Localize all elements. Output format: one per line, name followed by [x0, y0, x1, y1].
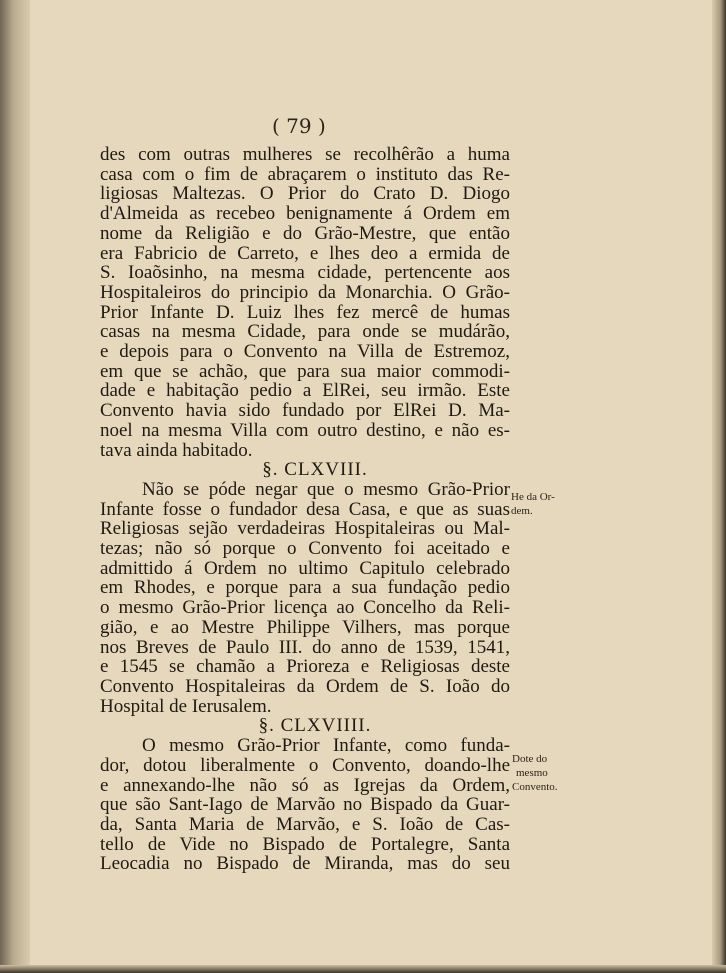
text-line: tezas; não só porque o Convento foi aceitado e: [100, 538, 510, 560]
text-line: Convento Hospitaleiras da Ordem de S. Ioão do: [100, 675, 510, 697]
text-line: nos Breves de Paulo III. do anno de 1539, 1541,: [100, 636, 510, 658]
text-line: era Fabricio de Carreto, e lhes deo a ermida de: [100, 242, 510, 264]
text-line: casa com o fim de abraçarem o instituto das Re-: [100, 163, 510, 185]
text-line: Prior Infante D. Luiz lhes fez mercê de humas: [100, 301, 510, 323]
text-line: tello de Vide no Bispado de Portalegre, Santa: [100, 833, 510, 855]
text-line: tava ainda habitado.: [100, 439, 253, 461]
text-line: e depois para o Convento na Villa de Estremoz,: [100, 341, 510, 363]
page-number: ( 79 ): [272, 114, 326, 138]
text-line: Religiosas sejão verdadeiras Hospitaleiras ou Mal-: [100, 518, 510, 540]
text-line: que são Sant-Iago de Marvão no Bispado da Guar-: [100, 794, 510, 816]
text-line: Convento havia sido fundado por ElRei D. Ma-: [100, 400, 510, 422]
text-line: S. Ioaõsinho, na mesma cidade, pertencente aos: [100, 262, 510, 284]
text-line: em que se achão, que para sua maior commodi-: [100, 360, 510, 382]
margin-note: [512, 752, 582, 794]
margin-note-line: Dote do: [512, 753, 548, 765]
text-line: Infante fosse o fundador desa Casa, e que as suas: [100, 498, 510, 520]
body-text: [100, 145, 510, 874]
margin-note-line: dem.: [511, 505, 533, 517]
text-line: Hospitaleiros do principio da Monarchia. O Grão-: [100, 281, 510, 303]
book-spine-shadow: [0, 0, 30, 973]
section-heading: §. CLXVIII.: [262, 459, 368, 481]
text-line: gião, e ao Mestre Philippe Vilhers, mas porque: [100, 616, 510, 638]
text-line: Leocadia no Bispado de Miranda, mas do seu: [100, 853, 510, 875]
page-edge-right: [712, 0, 726, 973]
text-line: o mesmo Grão-Prior licença ao Concelho da Reli-: [100, 597, 510, 619]
margin-note-line: Convento.: [512, 781, 558, 793]
text-line: d'Almeida as recebeo benignamente á Ordem em: [100, 203, 510, 225]
text-line: dor, dotou liberalmente o Convento, doando-lhe: [100, 754, 510, 776]
text-line: Hospital de Ierusalem.: [100, 695, 272, 717]
text-line: casas na mesma Cidade, para onde se mudárão,: [100, 321, 510, 343]
margin-note-line: He da Or-: [511, 491, 555, 503]
text-line: e annexando-lhe não só as Igrejas da Ordem,: [100, 774, 510, 796]
text-line: des com outras mulheres se recolhêrão a huma: [100, 144, 510, 165]
text-line: e 1545 se chamão a Prioreza e Religiosas deste: [100, 656, 510, 678]
text-line: admittido á Ordem no ultimo Capitulo celebrado: [100, 557, 510, 579]
text-line: O mesmo Grão-Prior Infante, como funda-: [142, 735, 510, 757]
text-line: ligiosas Maltezas. O Prior do Crato D. Diogo: [100, 183, 510, 205]
page-edge-bottom: [0, 965, 726, 973]
margin-note: [511, 490, 581, 518]
text-line: da, Santa Maria de Marvão, e S. Ioão de Cas-: [100, 813, 510, 835]
text-line: dade e habitação pedio a ElRei, seu irmão. Este: [100, 380, 510, 402]
text-line: noel na mesma Villa com outro destino, e não es-: [100, 419, 510, 441]
text-line: em Rhodes, e porque para a sua fundação pedio: [100, 577, 510, 599]
text-line: Não se póde negar que o mesmo Grão-Prior: [142, 478, 510, 500]
text-line: nome da Religião e do Grão-Mestre, que então: [100, 222, 510, 244]
margin-note-line: mesmo: [516, 767, 548, 779]
section-heading: §. CLXVIIII.: [258, 715, 372, 737]
